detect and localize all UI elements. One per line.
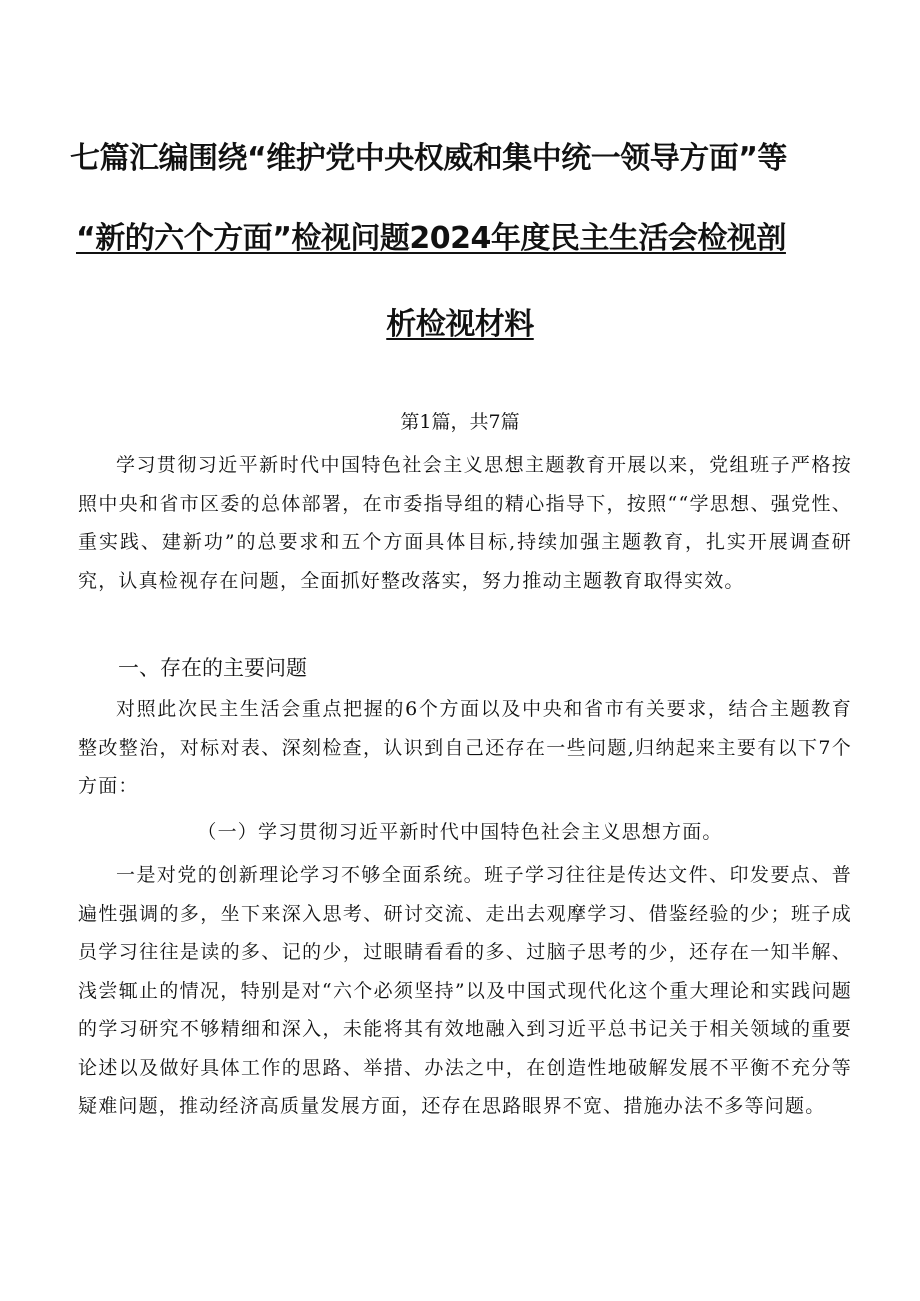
paragraph-overview: 对照此次民主生活会重点把握的6个方面以及中央和省市有关要求，结合主题教育整改整治，对标对表、深刻检查，认识到自己还存在一些问题,归纳起来主要有以下7个方面： xyxy=(78,698,852,797)
paragraph-problem-one: 一是对党的创新理论学习不够全面系统。班子学习往往是传达文件、印发要点、普遍性强调的多，坐下来深入思考、研讨交流、走出去观摩学习、借鉴经验的少；班子成员学习往往是读的多、记的少，过眼睛看看的多、过脑子思考的少，还存在一知半解、浅尝辄止的情况，特别是对“六个必须坚持”以及中国式现代化这个重大理论和实践问题的学习研究不够精细和深入，未能将其有效地融入到习近平总书记关于相关领域的重要论述以及做好具体工作的思路、举措、办法之中，在创造性地破解发展不平衡不充分等疑难问题，推动经济高质量发展方面，还存在思路眼界不宽、措施办法不多等问题。 xyxy=(78,864,852,1117)
paragraph-intro: 学习贯彻习近平新时代中国特色社会主义思想主题教育开展以来，党组班子严格按照中央和省市区委的总体部署，在市委指导组的精心指导下，按照““学思想、强党性、重实践、建新功”的总要求和五个方面具体目标,持续加强主题教育，扎实开展调查研究，认真检视存在问题，全面抓好整改落实，努力推动主题教育取得实效。 xyxy=(78,454,852,592)
section-heading-main-problems: 一、存在的主要问题 xyxy=(118,656,307,680)
document-subtitle: 第1篇，共7篇 xyxy=(400,411,520,433)
document-title-line-3: 析检视材料 xyxy=(386,307,534,342)
document-title-line-2: “新的六个方面”检视问题2024年度民主生活会检视剖 xyxy=(76,221,786,256)
document-title-line-1: 七篇汇编围绕“维护党中央权威和集中统一领导方面”等 xyxy=(70,141,787,176)
subsection-heading-study: （一）学习贯彻习近平新时代中国特色社会主义思想方面。 xyxy=(197,821,723,843)
